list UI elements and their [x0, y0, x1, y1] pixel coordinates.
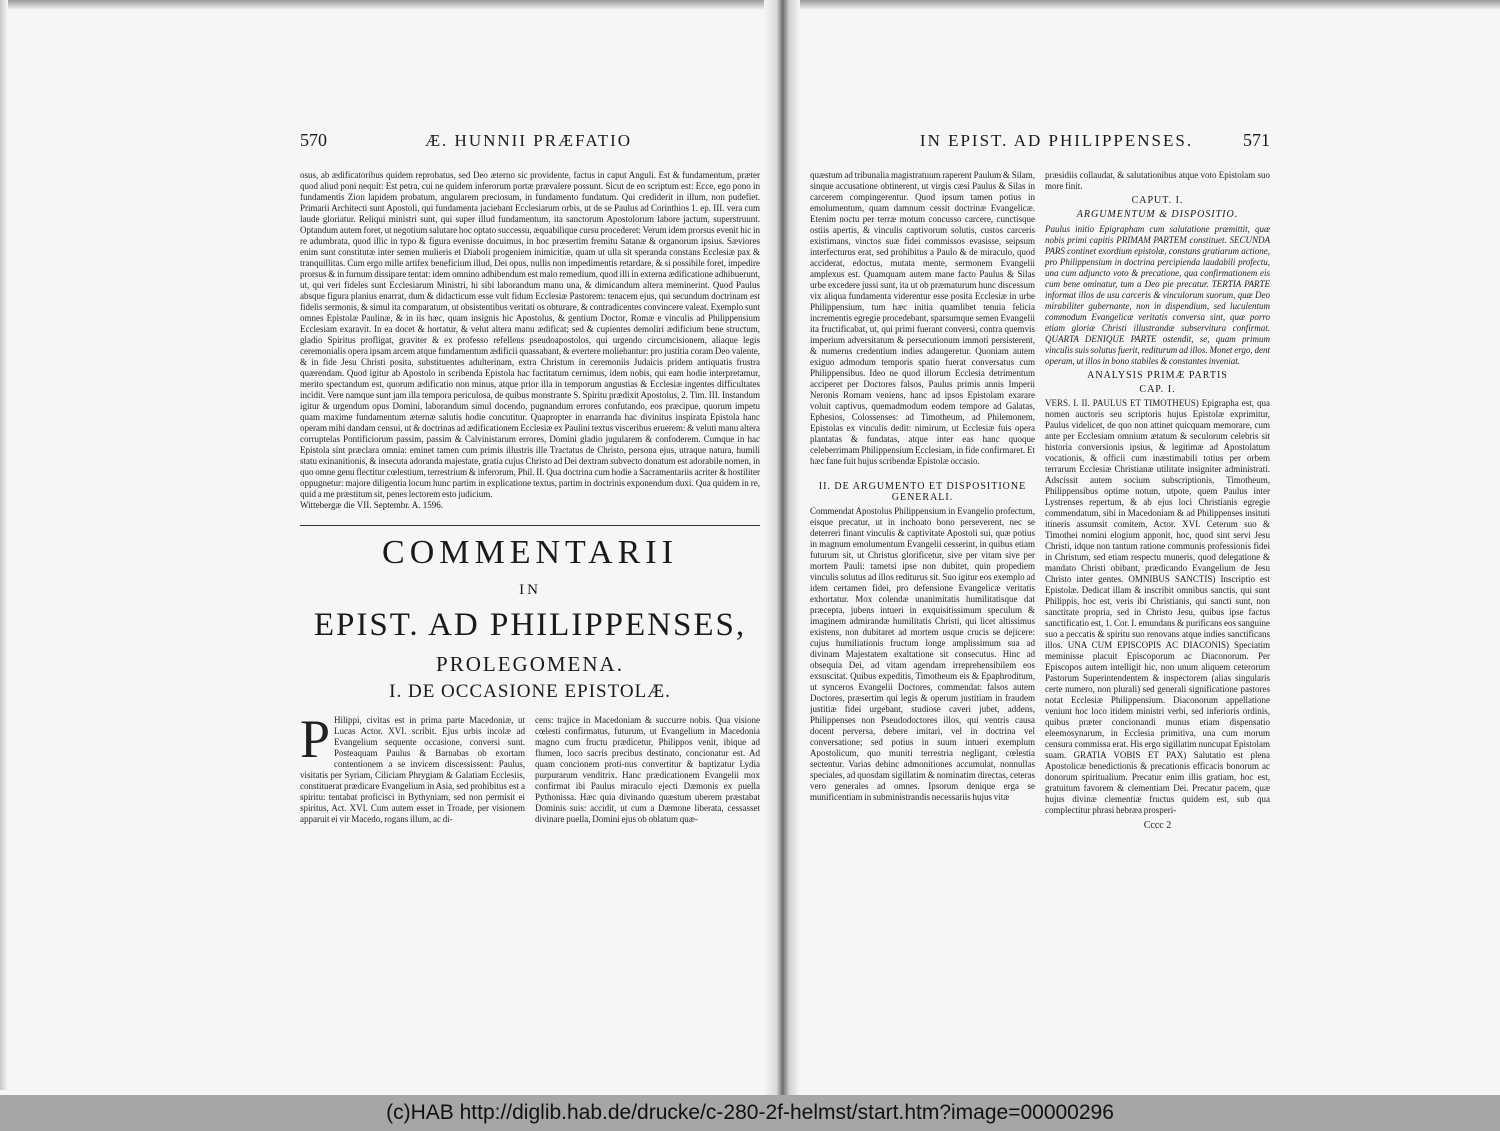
right-column-1 — [810, 170, 1035, 831]
argumentum-heading: ARGUMENTUM & DISPOSITIO. — [1076, 209, 1239, 220]
right-column-2 — [1045, 170, 1270, 831]
right-page-number: 571 — [1243, 130, 1270, 150]
argument-general-text: Commendat Apostolus Philippensium in Evangelio profectum, eisque precatur, ut in inchoato bono perseverent, nec se deterreri finant vinculis & captivitate Apostoli sui, quæ potius in magnum emolumentum Evangelii cesserint, in quibus etiam futurum sit, ut Christus glorificetur, sive per vitam sive per mortem Pauli: tametsi ipse non dubitet, quin propediem vinculis solutus ad illos rediturus sit. Suo igitur eos exemplo ad idem certamen fidei, pro defensione Evangelicæ veritatis exhortatur. Mox colendæ unanimitatis humilitatisque dat præcepta, jubens intueri in exquisitissimum speculum & imaginem admirandæ humilitatis Christi, qui licet altissimus existens, non dubitaret ad mortem usque crucis se dejicere: cujus humiliationis fructum longe amplissimum sua ad divinam Majestatem exaltatione sit consecutus. Hinc ad obsequia Dei, ad vitam agendam irreprehensibilem eos exsuscitat. Quibus expeditis, Timotheum eis & Epaphroditum, ut synceros Evangelii Doctores, commendat: falsos autem Doctores, præsertim qui legis & operum justitiam in fraudem justitiæ fidei urgebant, studiose caveri jubet, addens, Philippenses non Pseudodoctores illos, qui ventris causa docent perversa, debere imitari, vel in doctrina vel conversatione; sed potius in suum intueri exemplum Apostolicum, quo muniti terrestria negligant, cœlestia sectentur. Varias dehinc admonitiones accumulat, nonnullas speciales, ad quosdam sigillatim & nominatim directas, ceteras vero generales ad omnes. Ipsorum denique erga se munificentiam in subministrandis necessariis hujus vitæ — [810, 506, 1035, 802]
left-head-title: Æ. HUNNII PRÆFATIO — [424, 131, 633, 150]
attribution-bar — [0, 1095, 1500, 1131]
right-running-head — [810, 130, 1270, 170]
scan-edge-shadow — [0, 0, 1500, 10]
title-prolegomena: PROLEGOMENA. — [436, 652, 624, 676]
drop-cap: P — [300, 709, 331, 769]
signature-mark: Cccc 2 — [1143, 820, 1172, 831]
body-column-2: cens: trajice in Macedoniam & succurre nobis. Qua visione cœlesti confirmatus, futurum, ut Evangelium in Macedonia magno cum fructu prædicetur, Philippos venit, ibique ad flumen, loco sacris precibus destinato, concionatur est. Ad quam concionem proti-nus convertitur & baptizatur Lydia purpurarum venditrix. Hanc prædicationem Evangelii mox confirmat ibi Paulus miraculo ejecti Dæmonis ex puella Pythonissa. Hæc quia divinando quæstum uberem præstabat Dominis suis: accidit, ut cum a Dæmone liberata, cessasset divinare puella, Domini ejus ob oblatum quæ- — [535, 715, 760, 824]
preface-text: osus, ab ædificatoribus quidem reprobatus, sed Deo æterno sic providente, factus in caput Anguli. Est & fundamentum, præter quod aliud poni nequit: Est petra, cui ne quidem inferorum portæ prævalere possunt. Sicut de eo scriptum est: Ecce, ego pono in fundamentis Zion lapidem probatum, angularem preciosum, in fundamento fundatum. Qui crediderit in illum, non pudefiet. Primarii Architecti sunt Apostoli, qui fundamenta jaciebant Ecclesiarum orbis, ut de se Paulus ad Corinthios 1. ep. III. vera cum laude gloriatur. Reliqui ministri sunt, qui super illud fundamentum, ita sanctorum Apostolorum labore jactum, superstruunt. Optandum autem foret, ut negotium salutare hoc optato successu, æquabilique cursu procederet: Verum idem prorsus evenit hic in re adumbrata, quod illic in typo & figura evenisse docuimus, in hoc præsertim fremitu Satanæ & organorum ipsius. Sæviores enim sunt constitutæ inter semen mulieris et Diaboli progeniem inimicitiæ, quam ut ulla sit speranda constans Ecclesiæ pax & tranquillitas. Cum ergo mille artifex beneficium illud, Dei opus, nullis non impedimentis retardare, & si possibile foret, impedire prorsus & in furnum dissipare tentat: idem omnino adhibendum est malo remedium, quod illi in externa ædificatione adhibuerunt, ut, qui veri fideles sunt Ecclesiarum Ministri, hi sibi laborandum manu una, & dimicandum altera meminerint. Quod Paulus absque figura planius enarrat, dum & didacticum esse vult fidum Ecclesiæ Pastorem: tenacem ejus, qui secundum doctrinam est fidelis sermonis, & simul ita comparatum, ut obsistentibus veritati os obturare, & contradicentes convincere valeat. Exemplo sunt omnes Epistolæ Paulinæ, & in iis hæc, quam insignis hic Apostolus, & gentium Doctor, Romæ e vinculis ad Philippensium Ecclesiam exaravit. In ea docet & hortatur, & velut altera manu ædificat; sed & cupientes demoliri ædificium bene structum, gladio Spiritus profligat, graviter & ex professo refellens pseudoapostolos, qui urgendo circumcisionem, aliaque legis ceremonialis opera ipsam arcem atque fundamentum ædificii quassabant, & evertere moliebantur: pro justitia coram Deo valente, & in fide Jesu Christi posita, substituentes adulterinam, extra Christum in ceremoniis Judaicis pridem antiquatis frustra quærendam. Quod igitur ab Apostolo in scribenda Epistola hac factitatum cernimus, idem nobis, qui eam hodie interpretamur, merito spectandum est, quorum ædificatio non minus, atque prior illa in temporum angustias & Ecclesiæ ingentes difficultates incidit. Vere namque sunt jam illa tempora periculosa, de quibus monstrante S. Spiritu prædixit Apostolus, 2. Tim. III. Instandum igitur & urgendum opus Domini, laborandum simul docendo, pugnandum errores confutando, eos præcipue, quorum impetu quam maxime fundamentum æternæ salutis hodie concutitur. Quapropter in enarranda hac divinitus inspirata Epistola hanc operam mihi dandam censui, ut & doctrinas ad ædificationem Ecclesiæ ex Paulini textus visceribus eruerem: & veluti manu altera corruptelas Pontificiorum passim, passim & Calvinistarum errores, Domini gladio jugularem & confoderem. Cumque in hac Epistola sint præclara omnia: eminet tamen cum primis illustris ille Tractatus de Christo, persona ejus, utraque natura, humili statu exinanitionis, & insecuta adoranda majestate, gratia cujus Christo ad Dei dextram subvecto donatum est adorabile nomen, in quo omne genu flectitur cœlestium, terrestrium & inferorum, Phil. II. Qua doctrina cum hodie a Sacramentariis acriter & hostiliter oppugnetur: majore diligentia locum hunc partim in explicatione textus, partim in doctrinis exponendum duxi. Qua quidem in re, quid a me præstitum sit, penes lectorem esto judicium. — [300, 170, 760, 499]
body-columns — [300, 709, 760, 825]
preface-date: Wittebergæ die VII. Septembr. A. 1596. — [300, 500, 444, 510]
section-rule — [300, 525, 760, 526]
cap-label: CAP. I. — [1139, 384, 1176, 395]
caput-label: CAPUT. I. — [1131, 195, 1184, 206]
scan-left-edge — [0, 0, 8, 1090]
occasion-continued: quæstum ad tribunalia magistratuum raperent Paulum & Silam, sinque accusatione obtinerent, ut virgis cæsi Paulus & Silas in carcerem compingerentur. Quod ipsum tamen potius in emolumentum, quam damnum cessit doctrinæ Evangelicæ. Etenim noctu per terræ motum concusso carcere, cunctisque ostiis apertis, & vinculis captivorum solutis, custos carceris existimans, vinctos suæ fidei commissos evasisse, seipsum interfecturus erat, sed prohibitus a Paulo & de miraculo, quod acciderat, edoctus, mutata mente, sermonem Evangelii amplexus est. Quamquam autem mane facto Paulus & Silas urbe excedere jussi sunt, ita ut ob præmaturum hunc discessum vix aliqua fundamenta viderentur esse posita Ecclesiæ in urbe Philippensium, tum hæc initia quamlibet tenuia felicia incrementis egregie procedebant, sparsumque semen Evangelii ita fructificabat, ut, qui primi fuerant conversi, contra quemvis imperium adversitatum & persecutionum immoti persisterent, & numerus credentium indies adaugeretur. Quoniam autem exiguo admodum temporis spatio fuerat conversatus cum Philippensibus. Ideo ne quod illorum Ecclesia detrimentum acciperet per Doctores falsos, Paulus primis annis Imperii Neronis Romam veniens, hanc ad ipsos Epistolam exarare voluit captivus, quemadmodum eodem tempore ad Galatas, Ephesios, Colossenses: ad Timotheum, ad Philemonem, Epistolas ex vinculis dedit: nimirum, ut Ecclesiæ fuis opera plantatas & fundatas, atque inter eas hanc quoque celeberrimam Philippensium Ecclesiam, in fide confirmaret. Et hæc fane fuit hujus scribendæ Epistolæ occasio. — [810, 170, 1035, 466]
right-page — [810, 130, 1270, 1080]
attribution-text: (c)HAB http://diglib.hab.de/drucke/c-280-2f-helmst/start.htm?image=00000296 — [386, 1101, 1114, 1124]
section2-heading: II. DE ARGUMENTO ET DISPOSITIONE GENERALI. — [818, 481, 1027, 503]
title-commentarii: COMMENTARII — [382, 534, 678, 571]
title-in: IN — [519, 582, 541, 598]
argumentum-text: Paulus initio Epigrapham cum salutatione præmittit, quæ nobis primi capitis PRIMAM PARTEM constituet. SECUNDA PARS continet exordium epistolæ, constans gratiarum actione, pro Philippensium in doctrina percipienda laudabili profectu, una cum adjuncto voto & precatione, qua confirmationem eis cum bene ominatur, tum a Deo pie precatur. TERTIA PARTE informat illos de usu carceris & vinculorum suorum, quæ Deo mirabiliter gubernante, non in dispendium, sed luculentum commodum Evangelicæ veritatis conversa sint, quæ porro etiam gloriæ Christi illustrandæ subservitura confirmat. QUARTA DENIQUE PARTE ostendit, se, quam primum vinculis suis solutus fuerit, rediturum ad illos. Monet ergo, dent operam, ut illos in bono stabiles & constantes inveniat. — [1045, 224, 1270, 366]
closing-text: præsidiis collaudat, & salutationibus atque voto Epistolam suo more finit. — [1045, 170, 1270, 191]
left-running-head — [300, 130, 760, 170]
analysis-heading: ANALYSIS PRIMÆ PARTIS — [1087, 370, 1228, 381]
body-column-1-text: Hilippi, civitas est in prima parte Macedoniæ, ut Lucas Actor. XVI. scribit. Ejus urbis incolæ ad Evangelium sequente occasione, conversi sunt. Posteaquam Paulus & Barnabas ob exortam contentionem a se invicem discessissent: Paulus, visitatis per Syriam, Ciliciam Phrygiam & Galatiam Ecclesiis, constituerat prædicare Evangelium in Asia, sed prohibitus est a spiritu: tentabat proficisci in Bythyniam, sed non permisit ei spiritus, Act. XVI. Cum autem esset in Troade, per visionem apparuit ei vir Macedo, rogans illum, ac di- — [300, 715, 525, 824]
right-head-title: IN EPIST. AD PHILIPPENSES. — [919, 131, 1194, 150]
title-epist: EPIST. AD PHILIPPENSES, — [313, 607, 747, 643]
body-column-1 — [300, 709, 525, 825]
verse-commentary: VERS. I. II. PAULUS ET TIMOTHEUS) Epigrapha est, qua nomen auctoris seu scriptoris hujus Epistolæ exprimitur, Paulus videlicet, de quo non attinet quicquam memorare, cum ante per Ecclesiam omnium ætatum & seculorum celebris sit historia conversionis ipsius, & legitimæ ad Apostolatum vocationis, & officii cum inæstimabili totius per orbem terrarum Ecclesiæ Christianæ utilitate insigniter administrati. Adscissit autem socium subscriptionis, Timotheum, Philippensibus optime notum, utpote, quem Paulus inter Lystrenses repertum, & ab ejus loci Christianis egregie commendatum, sibi in Macedoniam & ad Philippenses insituti itineris assumsit comitem, Actor. XVI. Ceterum suo & Timothei nomini elogium apponit, hoc, quod sint servi Jesu Christi, idque non tantum ratione communis professionis fidei in Christum, sed etiam respectu muneris, quod delegatione & mandato Christi obibant, prædicando Evangelium de Jesu Christo inter gentes. OMNIBUS SANCTIS) Inscriptio est Epistolæ. Dedicat illam & inscribit omnibus sanctis, qui sunt Philippis, hoc est, veris ibi Christianis, qui sancti sunt, non sanctitate propria, sed in Christo Jesu, quibus ipse factus sanctificatio est, 1. Cor. I. emundans & purificans eos sanguine suo a peccatis & spiritu suo renovans atque indies sanctificans illos. UNA CUM EPISCOPIS AC DIACONIS) Speciatim meminisse placuit Episcoporum ac Diaconorum. Per Episcopos autem intelligit hic, non unum aliquem ceterorum Pastorum Superintendentem & inspectorem (alias singularis certe numero, non plurali) sed generali significatione pastores notat Ecclesiæ Philippensium. Diaconorum appellatione veniunt hoc loco itidem ministri verbi, sed inferioris ordinis, quibus præter concionandi munus etiam dispensatio eleemosynarum, in Ecclesia primitiva, una cum morum censura commissa erat. His ergo sigillatim nuncupat Epistolam suam. GRATIA VOBIS ET PAX) Salutatio est plena Apostolicæ benedictionis & precationis efficacis bonorum ac donorum spiritualium. Precatur enim illis gratiam, hoc est, gratuitum favorem & clementiam Dei. Precatur pacem, quæ hujus divinæ clementiæ fructus quidem est, sub qua complectitur phrasi hebræa prosperi- — [1045, 398, 1270, 815]
right-columns — [810, 170, 1270, 831]
title-occasione: I. DE OCCASIONE EPISTOLÆ. — [389, 681, 671, 702]
book-gutter — [764, 0, 800, 1095]
left-page — [300, 130, 760, 1080]
left-page-number: 570 — [300, 130, 327, 150]
